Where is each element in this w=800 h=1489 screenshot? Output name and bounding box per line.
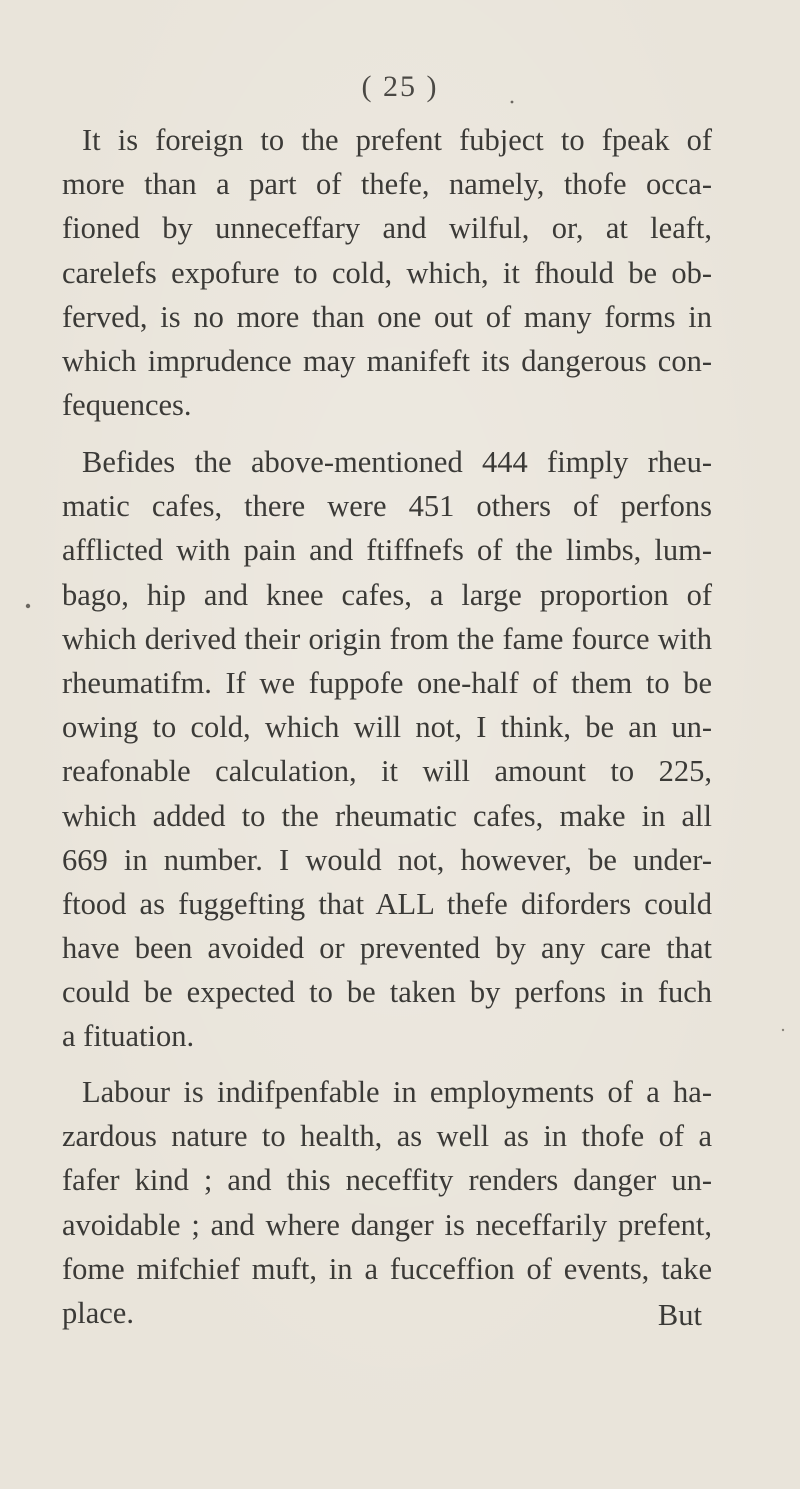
text-line: carelefs expofure to cold, which, it fhould be ob- (62, 255, 712, 290)
text-line: a fituation. (62, 1019, 195, 1054)
text-line: bago, hip and knee cafes, a large proportion of (62, 577, 712, 612)
paragraph-2 (62, 440, 712, 1059)
catchword: But (657, 1298, 702, 1332)
text-line: Labour is indifpenfable in employments of a ha- (82, 1075, 712, 1109)
text-line: afflicted with pain and ftiffnefs of the limbs, lum- (62, 533, 712, 568)
text-line: fequences. (62, 388, 192, 423)
text-line: reafonable calculation, it will amount to 225, (62, 754, 712, 789)
text-line: zardous nature to health, as well as in thofe of a (62, 1119, 712, 1154)
text-line: ftood as fuggefting that ALL thefe diforders could (62, 886, 712, 921)
ink-speck (782, 1029, 784, 1031)
text-line: which imprudence may manifeft its dangerous con- (62, 343, 712, 378)
text-line: fome mifchief muft, in a fucceffion of events, take (62, 1251, 712, 1286)
page-number: ( 25 ) (361, 70, 439, 103)
text-line: could be expected to be taken by perfons in fuch (62, 975, 712, 1010)
text-line: rheumatifm. If we fuppofe one-half of them to be (62, 665, 712, 700)
paragraph-1 (62, 118, 712, 427)
text-line: which added to the rheumatic cafes, make in all (62, 798, 712, 833)
text-line: owing to cold, which will not, I think, be an un- (62, 710, 712, 745)
text-line: matic cafes, there were 451 others of perfons (62, 489, 712, 524)
text-line: 669 in number. I would not, however, be under- (62, 842, 712, 877)
text-line: fioned by unneceffary and wilful, or, at leaft, (62, 211, 712, 246)
ink-speck (26, 604, 30, 608)
text-line: fafer kind ; and this neceffity renders danger un- (62, 1163, 712, 1198)
text-line: ferved, is no more than one out of many forms in (62, 299, 712, 334)
text-line: which derived their origin from the fame fource with (62, 621, 712, 656)
text-line: more than a part of thefe, namely, thofe occa- (62, 167, 712, 202)
text-line: have been avoided or prevented by any care that (62, 931, 712, 966)
paragraph-3 (62, 1070, 712, 1335)
text-line: It is foreign to the prefent fubject to fpeak of (82, 123, 712, 157)
text-line: Befides the above-mentioned 444 fimply rheu- (82, 445, 712, 479)
text-line: place. (62, 1295, 134, 1330)
text-line: avoidable ; and where danger is neceffarily prefent, (62, 1207, 712, 1242)
